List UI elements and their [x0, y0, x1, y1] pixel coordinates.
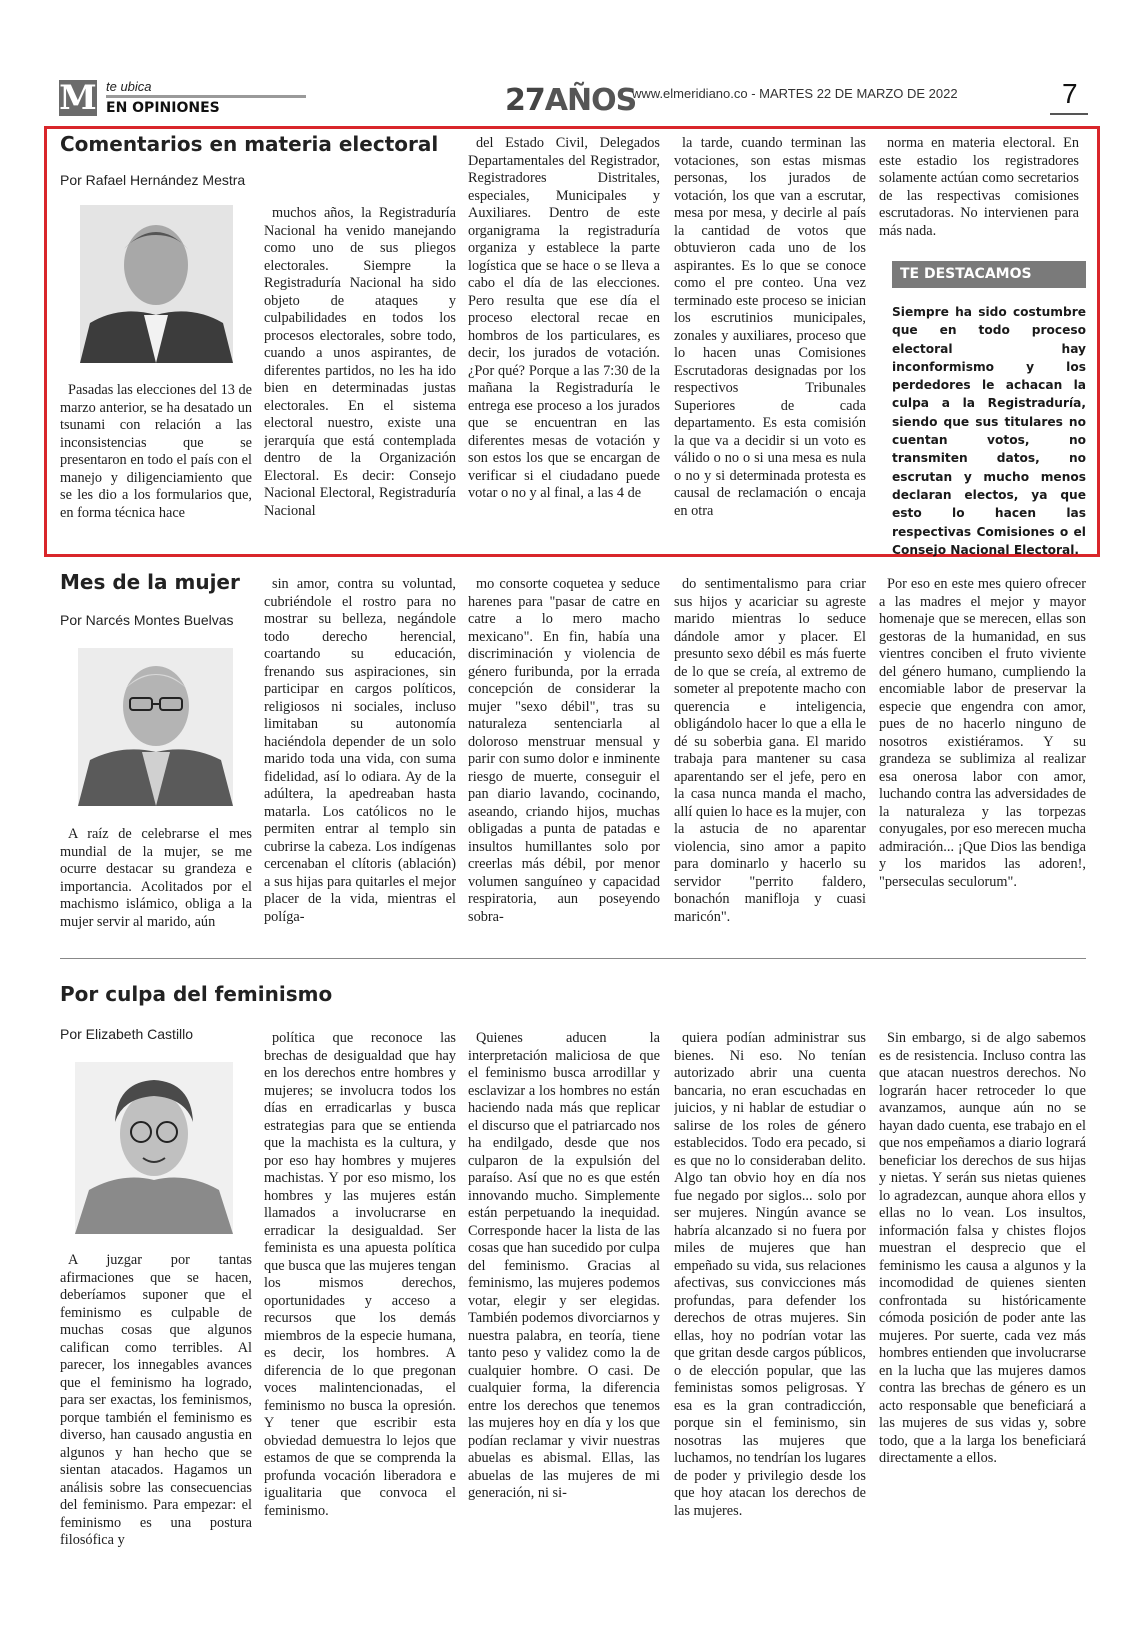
author-photo	[78, 648, 233, 806]
article-column-1: A juzgar por tantas afirmaciones que se hacen, deberíamos suponer que el feminismo es culpable de muchas cosas que algunos califican como terribles. Al parecer, los innegables avances que el feminismo ha logrado, para ser exactas, los feminismos, porque también el feminismo es diverso, han causado angustia en algunos y han hecho que se sientan atacados. Hagamos un análisis sobre las consecuencias del feminismo. Para empezar: el feminismo es una postura filosófica y	[60, 1252, 252, 1548]
article-byline: Por Elizabeth Castillo	[60, 1026, 194, 1042]
article-column-4: la tarde, cuando terminan las votaciones, son estas mismas personas, los jurados de votación, los que van a escrutar, mesa por mesa, y decirle al país la cantidad de votos que obtuvieron cada uno de los aspirantes. Es lo que se conoce como el pre conteo. Una vez terminado este proceso se inician los escrutinios municipales, zonales y auxiliares, proceso que lo hacen unas Comisiones Escrutadoras designadas por los respectivos Tribunales Superiores de cada departamento. Es esta comisión la que va a decidir si un voto es válido o no o si una mesa es nula o no y si determinada protesta es causal de reclamación o encaja en otra	[674, 135, 866, 519]
highlight-quote: Siempre ha sido costumbre que en todo proceso electoral hay inconformismo y los perdedores le achacan la culpa a la Registraduría, siendo que sus titulares no cuentan votos, no transmiten datos, no escrutan y mucho menos declaran electos, ya que esto lo hacen las respectivas Comisiones o el Consejo Nacional Electoral.	[892, 305, 1086, 557]
article-title: Comentarios en materia electoral	[60, 132, 439, 156]
page-number-rule	[1050, 113, 1088, 115]
article-column-1: Pasadas las elecciones del 13 de marzo anterior, se ha desatado un tsunami con relación a las inconsistencias que se presentaron en todo el país con el manejo y diligenciamiento que se les dio a los formularios que, en forma técnica hace	[60, 382, 252, 521]
article-column-3: Quienes aducen la interpretación maliciosa de que el feminismo busca arrodillar y esclavizar a los hombres no están haciendo nada más que replicar el discurso que el patriarcado nos ha endilgado, desde que nos culparon de la expulsión del paraíso. Así que no es que estén innovando mucho. Simplemente están perpetuando la inequidad. Corresponde hacer la lista de las cosas que han sucedido por culpa del feminismo. Gracias al feminismo, las mujeres podemos votar, elegir y ser elegidas. También podemos divorciarnos y nuestra palabra, en teoría, tiene tanto peso y validez como la de cualquier hombre. O casi. De cualquier forma, la diferencia entre los derechos que tenemos las mujeres hoy en día y los que podían reclamar y vivir nuestras abuelas es abismal. Ellas, las abuelas de las mujeres de mi generación, ni si-	[468, 1030, 660, 1501]
author-portrait-icon	[75, 1062, 233, 1234]
article-column-5: norma en materia electoral. En este estadio los registradores solamente actúan como secretarios de las respectivas comisiones escrutadoras. No intervienen para más nada.	[879, 135, 1079, 239]
site-and-date: www.elmeridiano.co - MARTES 22 DE MARZO DE 2022	[632, 86, 958, 101]
article-column-5: Sin embargo, si de algo sabemos es de resistencia. Incluso contra las que atacan nuestros derechos. No lograrán hacer retroceder lo que avanzamos, aunque aún no se hayan dado cuenta, ese trabajo en el que nos empeñamos a diario logrará beneficiar los derechos de sus hijas y nietas. Y serán sus nietas quienes lo agradezcan, aunque ahora ellos y ellas no lo vean. Los insultos, información falsa y chistes flojos muestran el desprecio que el feminismo les causa a algunos y la incomodidad de quienes sienten confrontada su históricamente cómoda posición de poder ante las mujeres. Por suerte, cada vez más hombres entienden que involucrarse en la lucha que las mujeres damos contra las brechas de género es un acto responsable que beneficiará a las mujeres de sus vidas y, sobre todo, que a la larga los beneficiará directamente a ellos.	[879, 1030, 1086, 1466]
article-column-3: mo consorte coqueteа y seduce harenes para "pasar de catre en catre a lo mero macho mexicano". En fin, había una discriminación y violencia de género furibunda, por la errada concepción de considerar la mujer "sexo débil", tras su naturaleza sentenciarla al doloroso menstruar mensual y parir con sumo dolor e inminente riesgo de muerte, conseguir el pan diario lavando, cocinando, aseando, criando hijos, muchas obligadas a punta de patadas e insultos humillantes solo por creerlas más débil, por menor volumen sanguíneo y capacidad respiratoria, aun poseyendo sobra-	[468, 576, 660, 925]
anniversary-logo	[505, 84, 636, 118]
article-column-4: do sentimentalismo para criar sus hijos y acariciar su agreste marido mientras lo seduce dándole amor y placer. El presunto sexo débil es más fuerte de lo que se creía, al extremo de someter al prepotente macho con querencia e inteligencia, obligándolo hacer lo que a ella le dé su soberbia gana. El marido trabaja para mantener su casa aparentando ser el jefe, pero en la casa nunca manda el macho, allí quien lo hace es la mujer, con la astucia de no aparentar violencia, sino amor a papito para dominarlo y hacerlo su servidor "perrito faldero, bonachón manifloja y cuasi maricón".	[674, 576, 866, 925]
article-title: Mes de la mujer	[60, 570, 240, 594]
author-portrait-icon	[78, 648, 233, 806]
article-byline: Por Narcés Montes Buelvas	[60, 612, 234, 628]
section-name: EN OPINIONES	[106, 100, 220, 116]
article-byline: Por Rafael Hernández Mestra	[60, 172, 246, 188]
logo-tagline: te ubica	[106, 79, 152, 94]
header-rule	[106, 95, 306, 98]
author-photo	[80, 205, 233, 363]
anniversary-number: 27	[505, 83, 545, 118]
anniversary-word: AÑOS	[544, 83, 637, 118]
article-separator	[60, 958, 1086, 959]
newspaper-logo: M	[59, 78, 97, 118]
article-column-2: política que reconoce las brechas de desigualdad que hay en los derechos entre hombres y mujeres; se involucra todos los días en erradicarlas y busca estrategias para que se entienda que la machista es la cultura, y por eso hay hombres y mujeres machistas. Y por eso mismo, los hombres y las mujeres están llamados a involucrarse en erradicar la desigualdad. Ser feminista es una apuesta política que busca que las mujeres tengan los mismos derechos, oportunidades y acceso a recursos que los demás miembros de la especie humana, es decir, los hombres. A diferencia de lo que pregonan voces malintencionadas, el feminismo no busca la opresión. Y tener que escribir esta obviedad demuestra lo lejos que estamos de que se comprenda la profunda vocación liberadora e igualitaria que convoca el feminismo.	[264, 1030, 456, 1519]
article-column-1: A raíz de celebrarse el mes mundial de la mujer, se me ocurre destacar su grandeza e importancia. Acolitados por el machismo islámico, obliga a la mujer servir al marido, aún	[60, 826, 252, 930]
page-number: 7	[1062, 78, 1078, 109]
article-column-2: sin amor, contra su voluntad, cubriéndole el rostro para no mostrar su belleza, negándole todo derecho herencial, coartando su educación, frenando sus aspiraciones, sin participar en cargos políticos, religiosos ni sociales, incluso limitaban su autonomía haciéndola depender de un solo marido toda una vida, con suma fidelidad, así lo odiara. Ay de la adúltera, la apedreaban hasta matarla. Los católicos no le permiten entrar al templo sin cubrirse la cabeza. Los indígenas cercenaban el clítoris (ablación) a sus hijas para quitarles el mejor placer de la vida, mientras el políga-	[264, 576, 456, 925]
highlight-label: TE DESTACAMOS	[892, 261, 1086, 288]
author-portrait-icon	[80, 205, 233, 363]
article-column-4: quiera podían administrar sus bienes. Ni eso. No tenían autorizado abrir una cuenta bancaria, no eran escuchadas en juicios, y ni hablar de estudiar o salirse de los roles de género establecidos. Todo era pecado, si es que no lo consideraban delito. Algo tan obvio hoy en día nos fue negado por siglos... solo por ser mujeres. Ningún avance se habría alcanzado si no fuera por miles de mujeres que han empeñado su vida, sus relaciones afectivas, sus convicciones más profundas, para defender los derechos de otras mujeres. Sin ellas, hoy no podrían votar las que gritan desde cargos públicos, o de elección popular, que las feministas somos peligrosas. Y esa es la gran contradicción, porque sin el feminismo, sin nosotras las mujeres que luchamos, no tendrían los lugares de poder y privilegio desde los que hoy atacan los derechos de las mujeres.	[674, 1030, 866, 1519]
article-title: Por culpa del feminismo	[60, 982, 333, 1006]
article-column-5: Por eso en este mes quiero ofrecer a las madres el mejor y mayor homenaje que se merecen, ellas son gestoras de la humanidad, en sus vientres conciben el fruto viviente del género humano, cumpliendo la encomiable labor de preservar la especie que engendra con amor, pues de no hacerlo ninguno de nosotros existiéramos. Y su grandeza se sublimiza al realizar esa onerosa labor con amor, luchando contra las adversidades de la naturaleza y las torpezas conyugales, por eso merecen mucha admiración... ¡Que Dios las bendiga y los maridos las adoren!, "perseculas seculorum".	[879, 576, 1086, 890]
article-column-3: del Estado Civil, Delegados Departamentales del Registrador, Registradores Distritales, especiales, Municipales y Auxiliares. Dentro de este organigrama la registraduría organiza y establece la parte logística que se hace o se lleva a cabo el día de las elecciones. Pero resulta que ese día el proceso electoral recae en hombros de los particulares, es decir, los jurados de votación. ¿Por qué? Porque a las 7:30 de la mañana la Registraduría le entrega ese proceso a los jurados que se encuentran en las diferentes mesas de votación y son estos los que se encargan de verificar si el ciudadano puede votar o no y al final, a las 4 de	[468, 135, 660, 501]
author-photo	[75, 1062, 233, 1234]
article-column-2: muchos años, la Registraduría Nacional ha venido manejando como uno de sus pliegos electorales. Siempre la Registraduría Nacional ha sido objeto de ataques y culpabilidades en todos los procesos electorales, sobre todo, cuando a unos aspirantes, de diferentes partidos, no les ha ido bien en determinadas justas electorales. En el sistema electoral nuestro, existe una jerarquía que está contemplada dentro de la Organización Electoral. Es decir: Consejo Nacional Electoral, Registraduría Nacional	[264, 205, 456, 519]
